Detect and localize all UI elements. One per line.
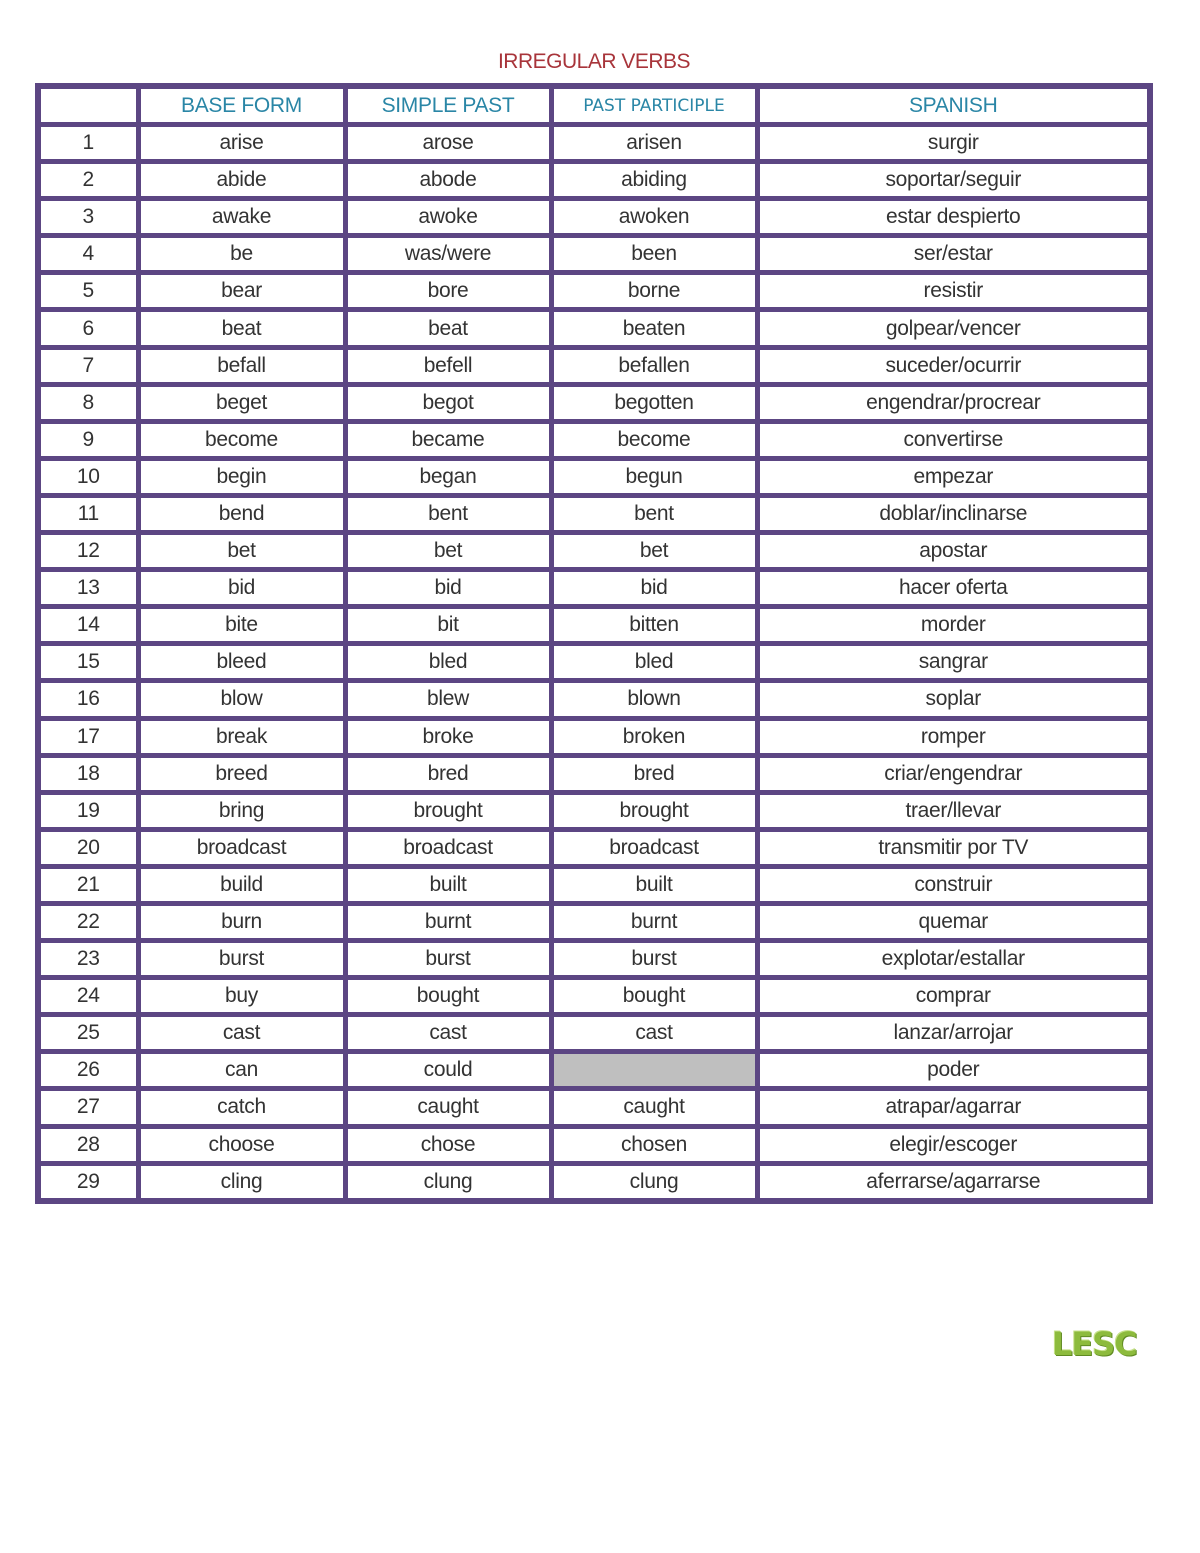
table-row xyxy=(41,718,1147,755)
spanish-cell: surgir xyxy=(757,125,1147,162)
table-row xyxy=(41,978,1147,1015)
spanish-cell: romper xyxy=(757,718,1147,755)
row-number: 16 xyxy=(41,681,138,718)
row-number: 9 xyxy=(41,421,138,458)
table-row xyxy=(41,903,1147,940)
simple-past-cell: caught xyxy=(345,1089,551,1126)
simple-past-cell: broadcast xyxy=(345,829,551,866)
table-row xyxy=(41,236,1147,273)
base-form-cell: buy xyxy=(138,978,345,1015)
spanish-cell: estar despierto xyxy=(757,199,1147,236)
spanish-cell: lanzar/arrojar xyxy=(757,1015,1147,1052)
page-title: IRREGULAR VERBS xyxy=(497,50,691,73)
base-form-cell: breed xyxy=(138,755,345,792)
simple-past-cell: burst xyxy=(345,941,551,978)
past-participle-cell: chosen xyxy=(551,1126,757,1163)
spanish-cell: poder xyxy=(757,1052,1147,1089)
spanish-cell: doblar/inclinarse xyxy=(757,495,1147,532)
spanish-cell: criar/engendrar xyxy=(757,755,1147,792)
base-form-cell: catch xyxy=(138,1089,345,1126)
base-form-cell: blow xyxy=(138,681,345,718)
base-form-cell: arise xyxy=(138,125,345,162)
table-row xyxy=(41,125,1147,162)
past-participle-cell: broadcast xyxy=(551,829,757,866)
row-number: 3 xyxy=(41,199,138,236)
spanish-cell: aferrarse/agarrarse xyxy=(757,1163,1147,1198)
past-participle-cell: awoken xyxy=(551,199,757,236)
past-participle-cell: borne xyxy=(551,273,757,310)
row-number: 10 xyxy=(41,458,138,495)
row-number: 25 xyxy=(41,1015,138,1052)
spanish-cell: comprar xyxy=(757,978,1147,1015)
spanish-cell: golpear/vencer xyxy=(757,310,1147,347)
base-form-cell: burn xyxy=(138,903,345,940)
past-participle-cell: abiding xyxy=(551,162,757,199)
past-participle-cell: been xyxy=(551,236,757,273)
spanish-cell: traer/llevar xyxy=(757,792,1147,829)
header-simple-past: SIMPLE PAST xyxy=(345,89,551,125)
spanish-cell: transmitir por TV xyxy=(757,829,1147,866)
base-form-cell: build xyxy=(138,866,345,903)
table-row xyxy=(41,347,1147,384)
spanish-cell: hacer oferta xyxy=(757,570,1147,607)
row-number: 18 xyxy=(41,755,138,792)
base-form-cell: break xyxy=(138,718,345,755)
spanish-cell: elegir/escoger xyxy=(757,1126,1147,1163)
past-participle-cell: begotten xyxy=(551,384,757,421)
simple-past-cell: awoke xyxy=(345,199,551,236)
simple-past-cell: cast xyxy=(345,1015,551,1052)
header-number xyxy=(41,89,138,125)
spanish-cell: soportar/seguir xyxy=(757,162,1147,199)
base-form-cell: bite xyxy=(138,607,345,644)
table-row xyxy=(41,1126,1147,1163)
lesc-logo: LESC xyxy=(1052,1325,1137,1363)
table-row xyxy=(41,421,1147,458)
row-number: 12 xyxy=(41,533,138,570)
row-number: 1 xyxy=(41,125,138,162)
base-form-cell: bear xyxy=(138,273,345,310)
past-participle-cell: bred xyxy=(551,755,757,792)
base-form-cell: cast xyxy=(138,1015,345,1052)
simple-past-cell: begot xyxy=(345,384,551,421)
past-participle-cell: bought xyxy=(551,978,757,1015)
simple-past-cell: was/were xyxy=(345,236,551,273)
spanish-cell: soplar xyxy=(757,681,1147,718)
past-participle-cell: bid xyxy=(551,570,757,607)
past-participle-cell: beaten xyxy=(551,310,757,347)
base-form-cell: awake xyxy=(138,199,345,236)
table-row xyxy=(41,162,1147,199)
spanish-cell: sangrar xyxy=(757,644,1147,681)
row-number: 11 xyxy=(41,495,138,532)
base-form-cell: broadcast xyxy=(138,829,345,866)
table-row xyxy=(41,570,1147,607)
table-row xyxy=(41,533,1147,570)
spanish-cell: empezar xyxy=(757,458,1147,495)
simple-past-cell: bought xyxy=(345,978,551,1015)
spanish-cell: convertirse xyxy=(757,421,1147,458)
past-participle-cell: bled xyxy=(551,644,757,681)
past-participle-cell: burnt xyxy=(551,903,757,940)
row-number: 23 xyxy=(41,941,138,978)
base-form-cell: bring xyxy=(138,792,345,829)
row-number: 26 xyxy=(41,1052,138,1089)
row-number: 5 xyxy=(41,273,138,310)
simple-past-cell: beat xyxy=(345,310,551,347)
simple-past-cell: arose xyxy=(345,125,551,162)
table-row xyxy=(41,866,1147,903)
base-form-cell: bid xyxy=(138,570,345,607)
header-row xyxy=(41,89,1147,125)
simple-past-cell: bred xyxy=(345,755,551,792)
spanish-cell: morder xyxy=(757,607,1147,644)
past-participle-cell: bent xyxy=(551,495,757,532)
header-past-participle: PAST PARTICIPLE xyxy=(551,89,757,125)
spanish-cell: quemar xyxy=(757,903,1147,940)
spanish-cell: ser/estar xyxy=(757,236,1147,273)
past-participle-cell: bitten xyxy=(551,607,757,644)
spanish-cell: suceder/ocurrir xyxy=(757,347,1147,384)
base-form-cell: cling xyxy=(138,1163,345,1198)
row-number: 14 xyxy=(41,607,138,644)
simple-past-cell: bore xyxy=(345,273,551,310)
simple-past-cell: could xyxy=(345,1052,551,1089)
past-participle-cell xyxy=(551,1052,757,1089)
row-number: 24 xyxy=(41,978,138,1015)
row-number: 17 xyxy=(41,718,138,755)
spanish-cell: apostar xyxy=(757,533,1147,570)
table-row xyxy=(41,792,1147,829)
base-form-cell: become xyxy=(138,421,345,458)
table-row xyxy=(41,1052,1147,1089)
simple-past-cell: built xyxy=(345,866,551,903)
base-form-cell: can xyxy=(138,1052,345,1089)
spanish-cell: explotar/estallar xyxy=(757,941,1147,978)
row-number: 28 xyxy=(41,1126,138,1163)
row-number: 22 xyxy=(41,903,138,940)
row-number: 19 xyxy=(41,792,138,829)
row-number: 7 xyxy=(41,347,138,384)
table-row xyxy=(41,755,1147,792)
simple-past-cell: bid xyxy=(345,570,551,607)
table-row xyxy=(41,310,1147,347)
row-number: 27 xyxy=(41,1089,138,1126)
simple-past-cell: began xyxy=(345,458,551,495)
simple-past-cell: bet xyxy=(345,533,551,570)
past-participle-cell: arisen xyxy=(551,125,757,162)
simple-past-cell: bled xyxy=(345,644,551,681)
simple-past-cell: chose xyxy=(345,1126,551,1163)
past-participle-cell: brought xyxy=(551,792,757,829)
simple-past-cell: brought xyxy=(345,792,551,829)
row-number: 2 xyxy=(41,162,138,199)
table-row xyxy=(41,199,1147,236)
table-row xyxy=(41,1163,1147,1198)
row-number: 20 xyxy=(41,829,138,866)
base-form-cell: beget xyxy=(138,384,345,421)
past-participle-cell: broken xyxy=(551,718,757,755)
simple-past-cell: bit xyxy=(345,607,551,644)
simple-past-cell: blew xyxy=(345,681,551,718)
row-number: 4 xyxy=(41,236,138,273)
base-form-cell: bend xyxy=(138,495,345,532)
past-participle-cell: befallen xyxy=(551,347,757,384)
simple-past-cell: clung xyxy=(345,1163,551,1198)
table-row xyxy=(41,681,1147,718)
past-participle-cell: burst xyxy=(551,941,757,978)
row-number: 8 xyxy=(41,384,138,421)
table-row xyxy=(41,495,1147,532)
header-base-form: BASE FORM xyxy=(138,89,345,125)
past-participle-cell: caught xyxy=(551,1089,757,1126)
verbs-table-frame xyxy=(35,83,1153,1204)
past-participle-cell: bet xyxy=(551,533,757,570)
base-form-cell: be xyxy=(138,236,345,273)
row-number: 15 xyxy=(41,644,138,681)
spanish-cell: engendrar/procrear xyxy=(757,384,1147,421)
table-row xyxy=(41,458,1147,495)
table-row xyxy=(41,829,1147,866)
past-participle-cell: blown xyxy=(551,681,757,718)
past-participle-cell: begun xyxy=(551,458,757,495)
table-row xyxy=(41,941,1147,978)
table-row xyxy=(41,1089,1147,1126)
base-form-cell: bleed xyxy=(138,644,345,681)
past-participle-cell: clung xyxy=(551,1163,757,1198)
row-number: 29 xyxy=(41,1163,138,1198)
base-form-cell: bet xyxy=(138,533,345,570)
row-number: 13 xyxy=(41,570,138,607)
table-row xyxy=(41,644,1147,681)
table-row xyxy=(41,273,1147,310)
simple-past-cell: burnt xyxy=(345,903,551,940)
simple-past-cell: became xyxy=(345,421,551,458)
simple-past-cell: befell xyxy=(345,347,551,384)
base-form-cell: abide xyxy=(138,162,345,199)
past-participle-cell: cast xyxy=(551,1015,757,1052)
table-body xyxy=(41,125,1147,1198)
spanish-cell: atrapar/agarrar xyxy=(757,1089,1147,1126)
irregular-verbs-table xyxy=(41,89,1147,1198)
simple-past-cell: bent xyxy=(345,495,551,532)
table-row xyxy=(41,1015,1147,1052)
base-form-cell: befall xyxy=(138,347,345,384)
spanish-cell: construir xyxy=(757,866,1147,903)
base-form-cell: choose xyxy=(138,1126,345,1163)
past-participle-cell: become xyxy=(551,421,757,458)
row-number: 21 xyxy=(41,866,138,903)
base-form-cell: beat xyxy=(138,310,345,347)
simple-past-cell: broke xyxy=(345,718,551,755)
past-participle-cell: built xyxy=(551,866,757,903)
header-spanish: SPANISH xyxy=(757,89,1147,125)
base-form-cell: burst xyxy=(138,941,345,978)
spanish-cell: resistir xyxy=(757,273,1147,310)
table-row xyxy=(41,384,1147,421)
base-form-cell: begin xyxy=(138,458,345,495)
simple-past-cell: abode xyxy=(345,162,551,199)
row-number: 6 xyxy=(41,310,138,347)
table-row xyxy=(41,607,1147,644)
